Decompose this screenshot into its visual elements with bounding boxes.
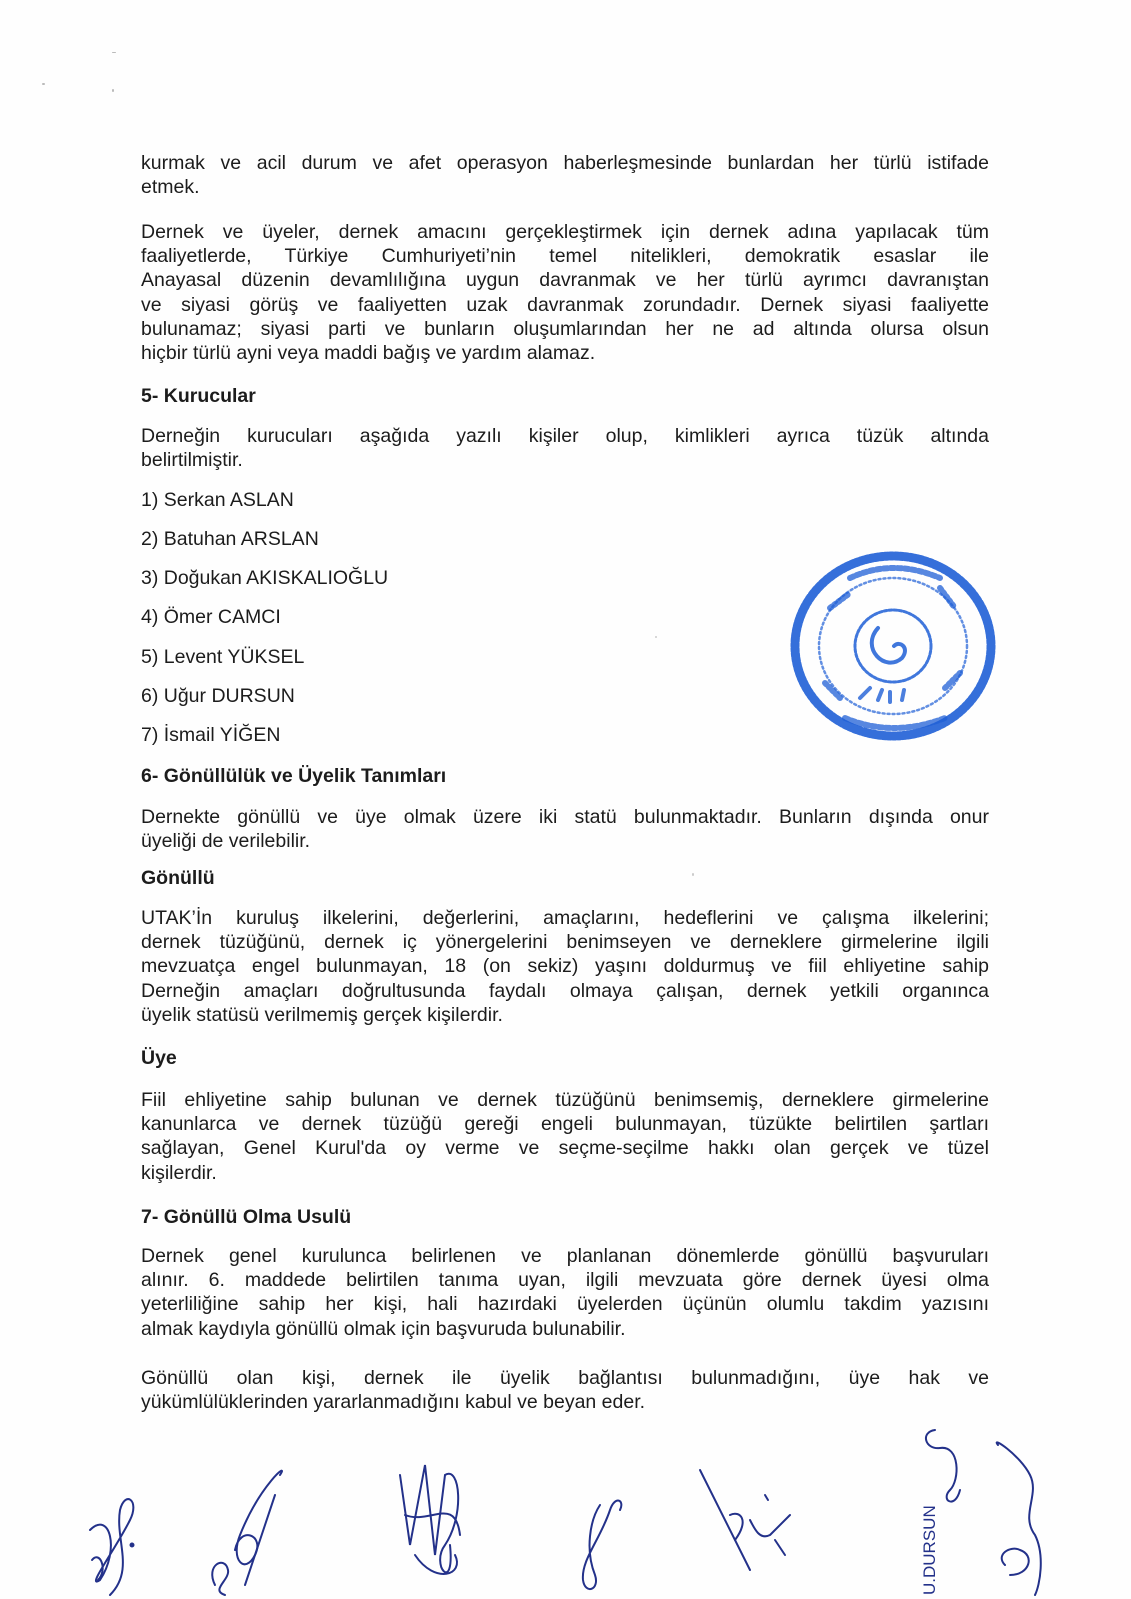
volunteer-definition-paragraph <box>141 906 989 1027</box>
paragraph-line: dernek tüzüğünü, dernek iç yönergelerini benimseyen ve derneklere girmelerine ilgili <box>141 931 989 954</box>
paragraph-line: Anayasal düzenin devamlılığına uygun davranmak ve her türlü ayrımcı davranıştan <box>141 269 989 292</box>
signature-6-icon <box>926 1430 960 1502</box>
association-seal-stamp-icon <box>790 548 1000 743</box>
signature-4-icon <box>583 1501 622 1590</box>
application-procedure-paragraph <box>141 1244 989 1341</box>
section-7-heading: 7- Gönüllü Olma Usulü <box>141 1206 352 1228</box>
founder-list-item: 2) Batuhan ARSLAN <box>141 528 319 550</box>
paragraph-line: yükümlülüklerinden yararlanmadığını kabul ve beyan eder. <box>141 1391 646 1414</box>
scan-speck <box>112 89 114 92</box>
founder-list-item: 3) Doğukan AKISKALIOĞLU <box>141 567 389 589</box>
paragraph-line: üyelik statüsü verilmemiş gerçek kişilerdir. <box>141 1003 503 1026</box>
paragraph-line: hiçbir türlü ayni veya maddi bağış ve yardım alamaz. <box>141 342 596 365</box>
signature-3-icon <box>400 1465 460 1574</box>
founder-list-item: 5) Levent YÜKSEL <box>141 646 305 668</box>
political-activity-paragraph <box>141 220 989 365</box>
paragraph-line: kanunlarca ve dernek tüzüğü gereği engeli bulunmayan, tüzükte belirtilen şartları <box>141 1113 989 1136</box>
volunteer-declaration-paragraph <box>141 1366 989 1414</box>
paragraph-line: Fiil ehliyetine sahip bulunan ve dernek tüzüğünü benimsemiş, derneklere girmelerine <box>141 1089 989 1111</box>
scan-speck <box>42 83 45 85</box>
paragraph-line: UTAK’İn kuruluş ilkelerini, değerlerini, amaçlarını, hedeflerini ve çalışma ilkelerini; <box>141 907 989 929</box>
scan-speck <box>655 636 657 638</box>
paragraph-line: almak kaydıyla gönüllü olmak için başvuruda bulunabilir. <box>141 1317 626 1340</box>
paragraph-line: sağlayan, Genel Kurul'da oy verme ve seçme-seçilme hakkı olan gerçek ve tüzel <box>141 1137 989 1160</box>
signature-1-icon <box>70 1450 170 1599</box>
founder-list-item: 7) İsmail YİĞEN <box>141 724 281 746</box>
founder-list-item: 1) Serkan ASLAN <box>141 489 294 511</box>
signature-2-icon <box>212 1471 282 1595</box>
paragraph-line: belirtilmiştir. <box>141 449 243 472</box>
intro-continuation-paragraph <box>141 151 989 199</box>
founder-list-item: 4) Ömer CAMCI <box>141 606 281 628</box>
paragraph-line: Dernek genel kurulunca belirlenen ve planlanan dönemlerde gönüllü başvuruları <box>141 1245 989 1267</box>
paragraph-line: Dernekte gönüllü ve üye olmak üzere iki statü bulunmaktadır. Bunların dışında onur <box>141 806 989 828</box>
section-5-heading: 5- Kurucular <box>141 385 256 407</box>
signature-5-icon <box>700 1470 790 1570</box>
paragraph-line: Dernek ve üyeler, dernek amacını gerçekleştirmek için dernek adına yapılacak tüm <box>141 221 989 243</box>
member-definition-paragraph <box>141 1088 989 1185</box>
member-subheading: Üye <box>141 1047 177 1069</box>
paragraph-line: Gönüllü olan kişi, dernek ile üyelik bağlantısı bulunmadığını, üye hak ve <box>141 1367 989 1389</box>
scan-speck <box>112 52 116 53</box>
paragraph-line: üyeliği de verilebilir. <box>141 830 311 853</box>
paragraph-line: yeterliliğine sahip her kişi, hali hazırdaki üyelerden üçünün olumlu takdim yazısını <box>141 1293 989 1316</box>
paragraph-line: kişilerdir. <box>141 1161 217 1184</box>
paragraph-line: Derneğin kurucuları aşağıda yazılı kişiler olup, kimlikleri ayrıca tüzük altında <box>141 425 989 447</box>
paragraph-line: kurmak ve acil durum ve afet operasyon haberleşmesinde bunlardan her türlü istifade <box>141 152 989 174</box>
section-6-intro-paragraph <box>141 805 989 853</box>
paragraph-line: ve siyasi görüş ve faaliyetten uzak davranmak zorundadır. Dernek siyasi faaliyette <box>141 293 989 316</box>
signature-name-label: U.DURSUN <box>920 1505 939 1595</box>
paragraph-line: Derneğin amaçları doğrultusunda faydalı olmaya çalışan, dernek yetkili organınca <box>141 979 989 1002</box>
paragraph-line: faaliyetlerde, Türkiye Cumhuriyeti’nin temel nitelikleri, demokratik esaslar ile <box>141 245 989 268</box>
signature-7-icon <box>997 1442 1041 1595</box>
paragraph-line: etmek. <box>141 176 200 199</box>
founders-intro-paragraph <box>141 424 989 472</box>
paragraph-line: bulunamaz; siyasi parti ve bunların oluşumlarından her ne ad altında olursa olsun <box>141 317 989 340</box>
volunteer-subheading: Gönüllü <box>141 867 215 889</box>
founder-list-item: 6) Uğur DURSUN <box>141 685 295 707</box>
paragraph-line: mevzuatça engel bulunmayan, 18 (on sekiz) yaşını doldurmuş ve fiil ehliyetine sahip <box>141 955 989 978</box>
paragraph-line: alınır. 6. maddede belirtilen tanıma uyan, ilgili mevzuata göre dernek üyesi olma <box>141 1269 989 1292</box>
section-6-heading: 6- Gönüllülük ve Üyelik Tanımları <box>141 765 447 787</box>
